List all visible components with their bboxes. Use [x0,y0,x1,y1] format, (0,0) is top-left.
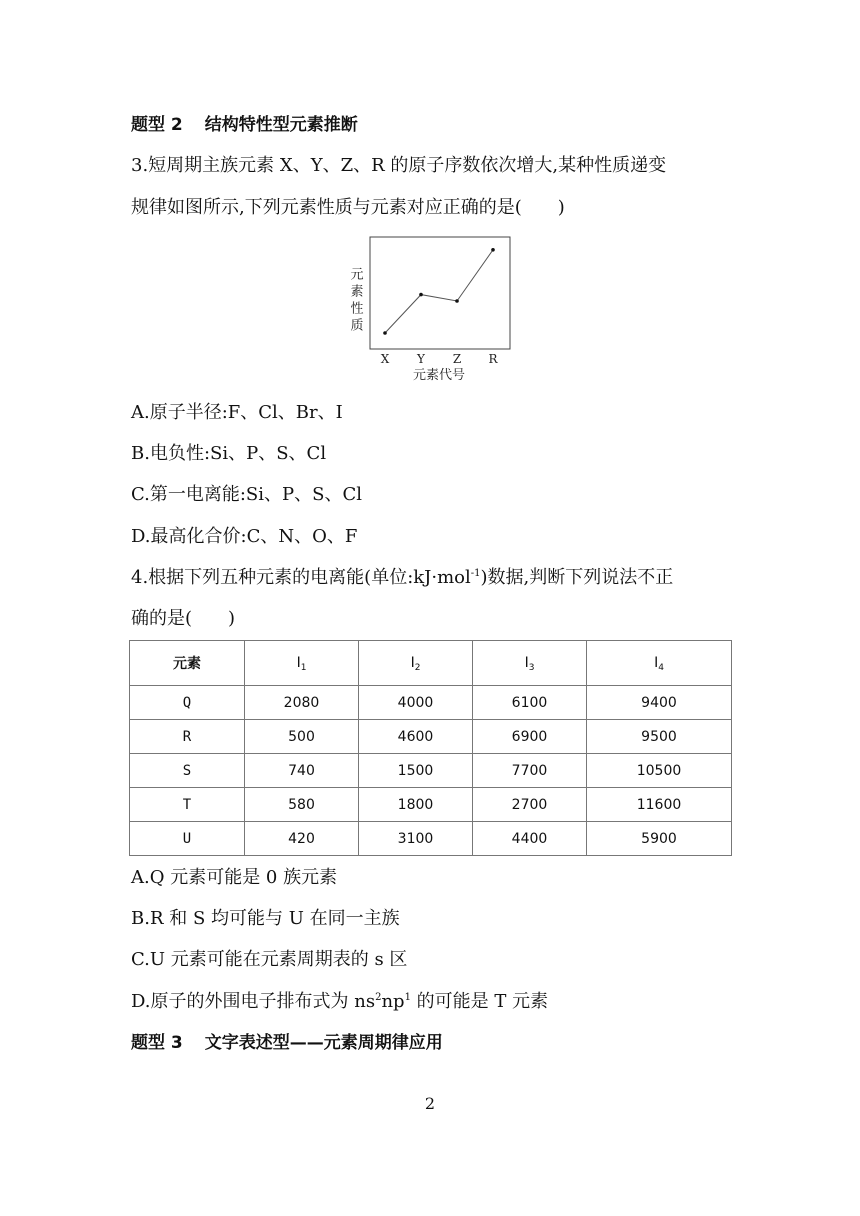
cell-i3: 7700 [473,754,587,788]
table-row [130,720,732,754]
superscript: 2 [375,992,382,1003]
option-d-orbital: np [381,991,405,1012]
section-title: 文字表述型——元素周期律应用 [204,1033,443,1053]
q3-option-c: C.第一电离能:Si、P、S、Cl [131,484,362,505]
table-row [130,822,732,856]
q3-option-a: A.原子半径:F、Cl、Br、I [131,402,343,423]
cell-i4: 11600 [587,788,732,822]
q4-stem-line-1 [131,566,673,590]
x-tick-label: R [488,352,498,366]
q4-stem-text-end: )数据,判断下列说法不正 [480,567,674,588]
table-row [130,686,732,720]
x-axis-label: 元素代号 [412,368,466,383]
header-i2: $I_2$ [359,641,473,686]
row-element: T [130,788,245,822]
cell-i2: 1500 [359,754,473,788]
data-point-z [455,299,459,303]
cell-i1: 740 [245,754,359,788]
cell-i1: 2080 [245,686,359,720]
x-tick-label: Z [452,352,462,366]
section-title: 结构特性型元素推断 [204,115,358,135]
cell-i4: 10500 [587,754,732,788]
x-tick-label: Y [417,352,425,366]
data-point-y [419,293,423,297]
cell-i3: 6100 [473,686,587,720]
table-header-row [130,641,732,686]
series-line [385,250,493,333]
q4-option-c: C.U 元素可能在元素周期表的 s 区 [131,949,408,970]
cell-i3: 6900 [473,720,587,754]
cell-i2: 4600 [359,720,473,754]
data-point-x [383,331,387,335]
option-d-text-end: 的可能是 T 元素 [410,991,549,1012]
q4-option-d [131,990,548,1014]
page-number: 2 [424,1094,436,1113]
header-i4: $I_4$ [587,641,732,686]
cell-i1: 580 [245,788,359,822]
section-heading-2 [131,113,358,137]
cell-i4: 9400 [587,686,732,720]
q3-stem-line-2: 规律如图所示,下列元素性质与元素对应正确的是( ) [131,197,565,218]
data-point-r [491,248,495,252]
unit-exponent: -1 [470,568,481,579]
q4-option-a: A.Q 元素可能是 0 族元素 [131,867,338,888]
section-label: 题型 2 [131,115,183,135]
q4-option-b: B.R 和 S 均可能与 U 在同一主族 [131,908,400,929]
q3-option-b: B.电负性:Si、P、S、Cl [131,443,327,464]
table-row [130,788,732,822]
q3-option-d: D.最高化合价:C、N、O、F [131,526,358,547]
cell-i1: 500 [245,720,359,754]
cell-i4: 5900 [587,822,732,856]
cell-i3: 2700 [473,788,587,822]
superscript: 1 [404,992,411,1003]
y-axis-label: 元素性质 [347,267,363,335]
row-element: U [130,822,245,856]
q4-stem-line-2: 确的是( ) [131,608,236,629]
row-element: Q [130,686,245,720]
q4-stem-text: 4.根据下列五种元素的电离能(单位:kJ·mol [131,567,471,588]
section-label: 题型 3 [131,1033,183,1053]
ionization-energy-table [129,640,732,856]
option-d-text: D.原子的外围电子排布式为 ns [131,991,376,1012]
section-heading-3 [131,1031,443,1055]
cell-i2: 4000 [359,686,473,720]
header-i1: $I_1$ [245,641,359,686]
cell-i2: 3100 [359,822,473,856]
element-property-chart [342,234,512,384]
cell-i3: 4400 [473,822,587,856]
cell-i2: 1800 [359,788,473,822]
chart-frame [370,237,510,349]
q3-stem-line-1: 3.短周期主族元素 X、Y、Z、R 的原子序数依次增大,某种性质递变 [131,155,667,176]
header-i3: $I_3$ [473,641,587,686]
table-row [130,754,732,788]
cell-i4: 9500 [587,720,732,754]
x-tick-label: X [380,352,390,366]
row-element: S [130,754,245,788]
header-element: 元素 [130,641,245,686]
row-element: R [130,720,245,754]
cell-i1: 420 [245,822,359,856]
